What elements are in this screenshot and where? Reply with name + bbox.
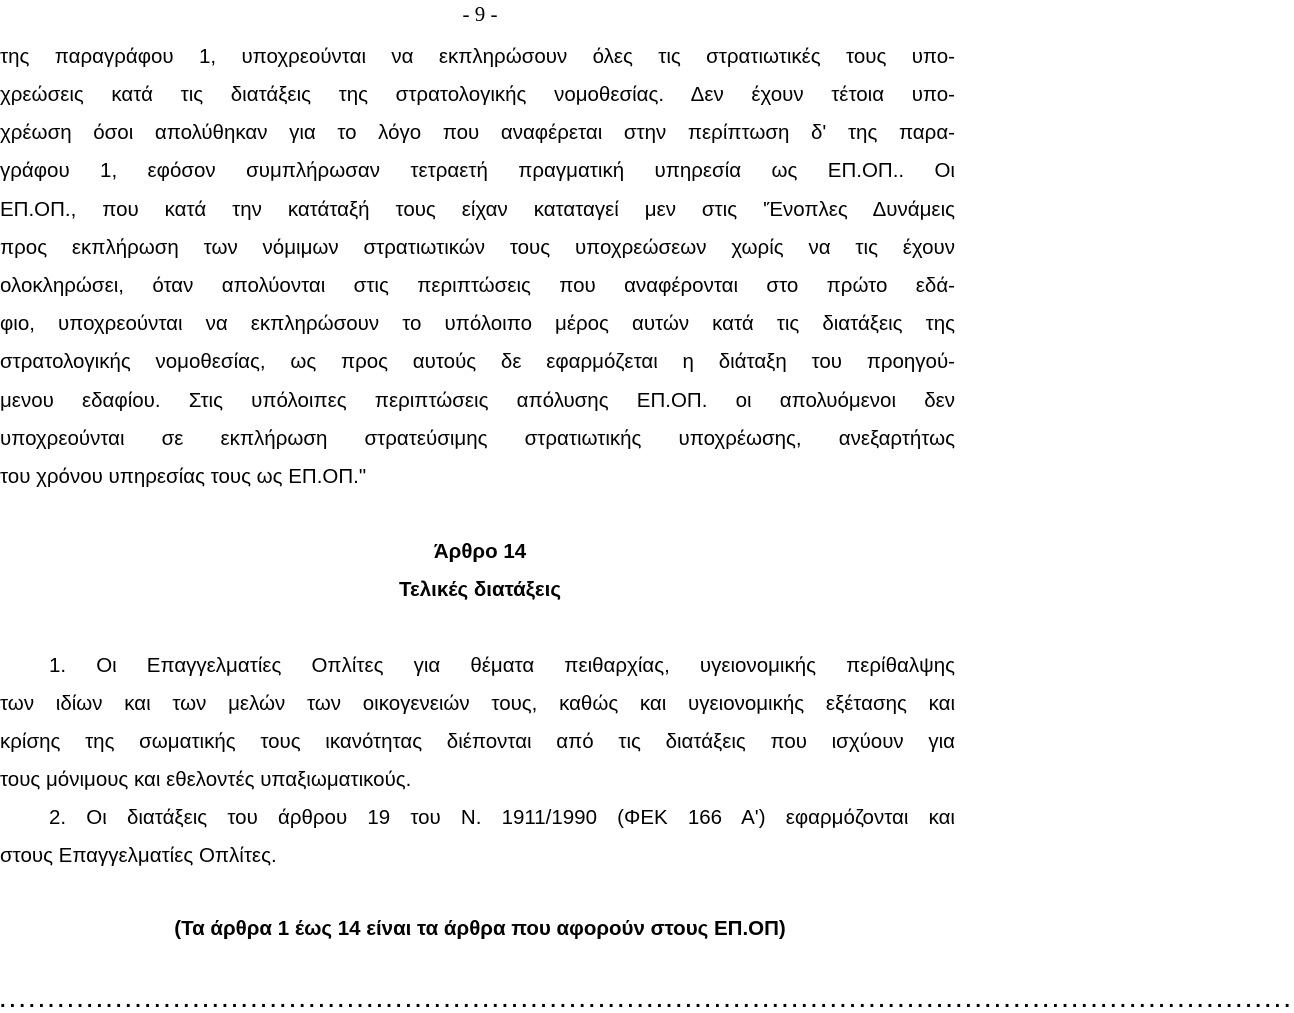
article-subheading: Τελικές διατάξεις: [399, 578, 561, 601]
paragraph-line: χρέωση όσοι απολύθηκαν για το λόγο που αναφέρεται στην περίπτωση δ' της παρα-: [0, 121, 955, 144]
paragraph-line: ολοκληρώσει, όταν απολύονται στις περιπτώσεις που αναφέρονται στο πρώτο εδά-: [0, 274, 955, 297]
paragraph-line: μενου εδαφίου. Στις υπόλοιπες περιπτώσεις απόλυσης ΕΠ.ΟΠ. οι απολυόμενοι δεν: [0, 389, 955, 412]
paragraph-line: κρίσης της σωματικής τους ικανότητας διέπονται από τις διατάξεις που ισχύουν για: [0, 730, 955, 753]
paragraph-line: στρατολογικής νομοθεσίας, ως προς αυτούς δε εφαρμόζεται η διάταξη του προηγού-: [0, 350, 955, 373]
paragraph-line: στους Επαγγελματίες Οπλίτες.: [0, 844, 277, 867]
paragraph-line: του χρόνου υπηρεσίας τους ως ΕΠ.ΟΠ.": [0, 465, 367, 488]
paragraph-line: φιο, υποχρεούνται να εκπληρώσουν το υπόλοιπο μέρος αυτών κατά τις διατάξεις της: [0, 312, 955, 335]
paragraph-line: γράφου 1, εφόσον συμπλήρωσαν τετραετή πραγματική υπηρεσία ως ΕΠ.ΟΠ.. Οι: [0, 159, 955, 182]
paragraph-line: των ιδίων και των μελών των οικογενειών τους, καθώς και υγειονομικής εξέτασης και: [0, 692, 955, 715]
paragraph-line: υποχρεούνται σε εκπλήρωση στρατεύσιμης στρατιωτικής υποχρέωσης, ανεξαρτήτως: [0, 427, 955, 450]
paragraph-line: τους μόνιμους και εθελοντές υπαξιωματικούς.: [0, 768, 412, 791]
paragraph-line: προς εκπλήρωση των νόμιμων στρατιωτικών τους υποχρεώσεων χωρίς να τις έχουν: [0, 236, 955, 259]
page-number: - 9 -: [462, 2, 498, 26]
paragraph-line: 2. Οι διατάξεις του άρθρου 19 του Ν. 1911/1990 (ΦΕΚ 166 Α') εφαρμόζονται και: [49, 806, 955, 829]
paragraph-line: χρεώσεις κατά τις διατάξεις της στρατολογικής νομοθεσίας. Δεν έχουν τέτοια υπο-: [0, 83, 955, 106]
article-heading: Άρθρο 14: [433, 540, 527, 563]
closing-note: (Τα άρθρα 1 έως 14 είναι τα άρθρα που αφορούν στους ΕΠ.ΟΠ): [174, 917, 786, 940]
paragraph-line: της παραγράφου 1, υποχρεούνται να εκπληρώσουν όλες τις στρατιωτικές τους υπο-: [0, 45, 955, 68]
paragraph-line: ΕΠ.ΟΠ., που κατά την κατάταξή τους είχαν καταταγεί μεν στις 'Ένοπλες Δυνάμεις: [0, 198, 955, 221]
dotted-separator: ......................................................................................................................................: [0, 990, 1294, 1012]
paragraph-line: 1. Οι Επαγγελματίες Οπλίτες για θέματα πειθαρχίας, υγειονομικής περίθαλψης: [49, 654, 955, 677]
